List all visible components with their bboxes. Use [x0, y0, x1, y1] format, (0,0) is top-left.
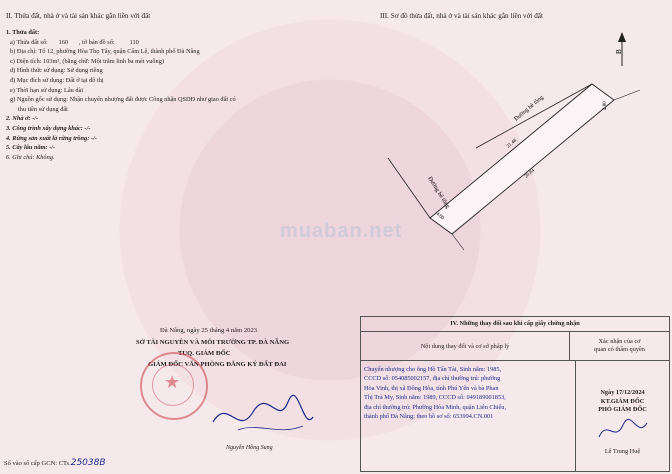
- road-label-north: Đường bê tông: [513, 94, 545, 123]
- usage-term: e) Thời hạn sử dụng: Lâu dài: [10, 86, 84, 94]
- changes-title: IV. Những thay đổi sau khi cấp giấy chứng nhận: [361, 317, 669, 332]
- usage-form: d) Hình thức sử dụng: Sử dụng riêng: [10, 67, 103, 75]
- certificate-number: Số vào sổ cấp GCN: CTs.25038B: [4, 458, 106, 468]
- official-seal: [140, 352, 208, 420]
- changes-header-row: [361, 332, 669, 361]
- usage-origin: g) Nguồn gốc sử dụng: Nhận chuyển nhượng đất được Công nhận QSDĐ như giao đất có: [10, 96, 236, 104]
- land-area: c) Diện tích: 103m², (bằng chữ: Một trăm linh ba mét vuông): [10, 57, 164, 65]
- land-details: [6, 28, 376, 162]
- sign-date: Đà Nẵng, ngày 25 tháng 4 năm 2023: [160, 327, 258, 334]
- road-edge-west: [388, 158, 430, 218]
- north-arrow-icon: [618, 32, 626, 66]
- dim-north-side: 21.48: [506, 138, 518, 150]
- changes-row: [361, 361, 669, 471]
- road-edge-east: [614, 90, 640, 100]
- parcel-number: a) Thửa đất số: 160 , tờ bản đồ số: 110: [10, 38, 139, 46]
- change-content: Chuyển nhượng cho ông Hồ Tấn Tài, Sinh năm: 1985, CCCD số: 054085002157, địa chỉ thường trú: phường Hòa Vinh, thị xã Đông Hòa, tỉnh Phú Yên và bà Phan Thị Trà My, Sinh năm: 1989, CCCD số: 049189001853, địa chỉ thường trú: Phường Hòa Minh, quận Liên Chiểu, thành phố Đà Nẵng; theo hồ sơ số: 653994.CN.001: [361, 361, 576, 471]
- signer-name: Nguyễn Hồng Sung: [226, 445, 273, 451]
- office-director: GIÁM ĐỐC VĂN PHÒNG ĐĂNG KÝ ĐẤT ĐAI: [148, 361, 287, 368]
- usage-origin-cont: thu tiền sử dụng đất: [18, 105, 68, 113]
- changes-table: [360, 316, 670, 472]
- perennial-trees: 5. Cây lâu năm: -/-: [6, 144, 56, 152]
- north-label: B: [615, 49, 623, 54]
- parcel-polygon: [430, 84, 614, 234]
- house: 2. Nhà ở: -/-: [6, 115, 39, 123]
- dim-east-side: 4.80: [603, 101, 608, 110]
- parcel-map: [378, 28, 668, 283]
- issuing-org: SỞ TÀI NGUYÊN VÀ MÔI TRƯỜNG TP. ĐÀ NẴNG: [136, 339, 290, 346]
- other-construction: 3. Công trình xây dựng khác: -/-: [6, 124, 91, 132]
- dim-south-side: 20.84: [524, 168, 536, 180]
- changes-col-confirm: Xác nhận của cơ quan có thẩm quyền: [594, 338, 645, 353]
- note: 6. Ghi chú: Không.: [6, 153, 55, 161]
- planted-forest: 4. Rừng sản xuất là rừng trồng: -/-: [6, 134, 97, 142]
- tuq-director: TUQ. GIÁM ĐỐC: [178, 350, 231, 357]
- usage-purpose: đ) Mục đích sử dụng: Đất ở tại đô thị: [10, 76, 104, 84]
- land-title: 1. Thửa đất:: [6, 29, 40, 36]
- road-edge-south: [452, 234, 464, 250]
- seal-star-icon: ★: [164, 372, 181, 392]
- changes-col-content: Nội dung thay đổi và cơ sở pháp lý: [361, 332, 570, 360]
- section-ii-header: II. Thửa đất, nhà ở và tài sản khác gắn liền với đất: [6, 12, 151, 20]
- change-confirmation: Ngày 17/12/2024 KT.GIÁM ĐỐC PHÓ GIÁM ĐỐC Lê Trung Huệ: [576, 361, 669, 471]
- land-address: b) Địa chỉ: Tổ 12, phường Hòa Thọ Tây, quận Cẩm Lệ, thành phố Đà Nẵng: [10, 48, 200, 56]
- watermark: muaban.net: [280, 220, 403, 242]
- signature-scribble: [208, 392, 318, 442]
- dim-west-side: 4.80: [434, 211, 445, 222]
- section-iii-header: III. Sơ đồ thửa đất, nhà ở và tài sản khác gắn liền với đất: [380, 12, 543, 20]
- road-label-west: Đường bê tông: [426, 175, 451, 210]
- deputy-signature-scribble: [593, 415, 653, 445]
